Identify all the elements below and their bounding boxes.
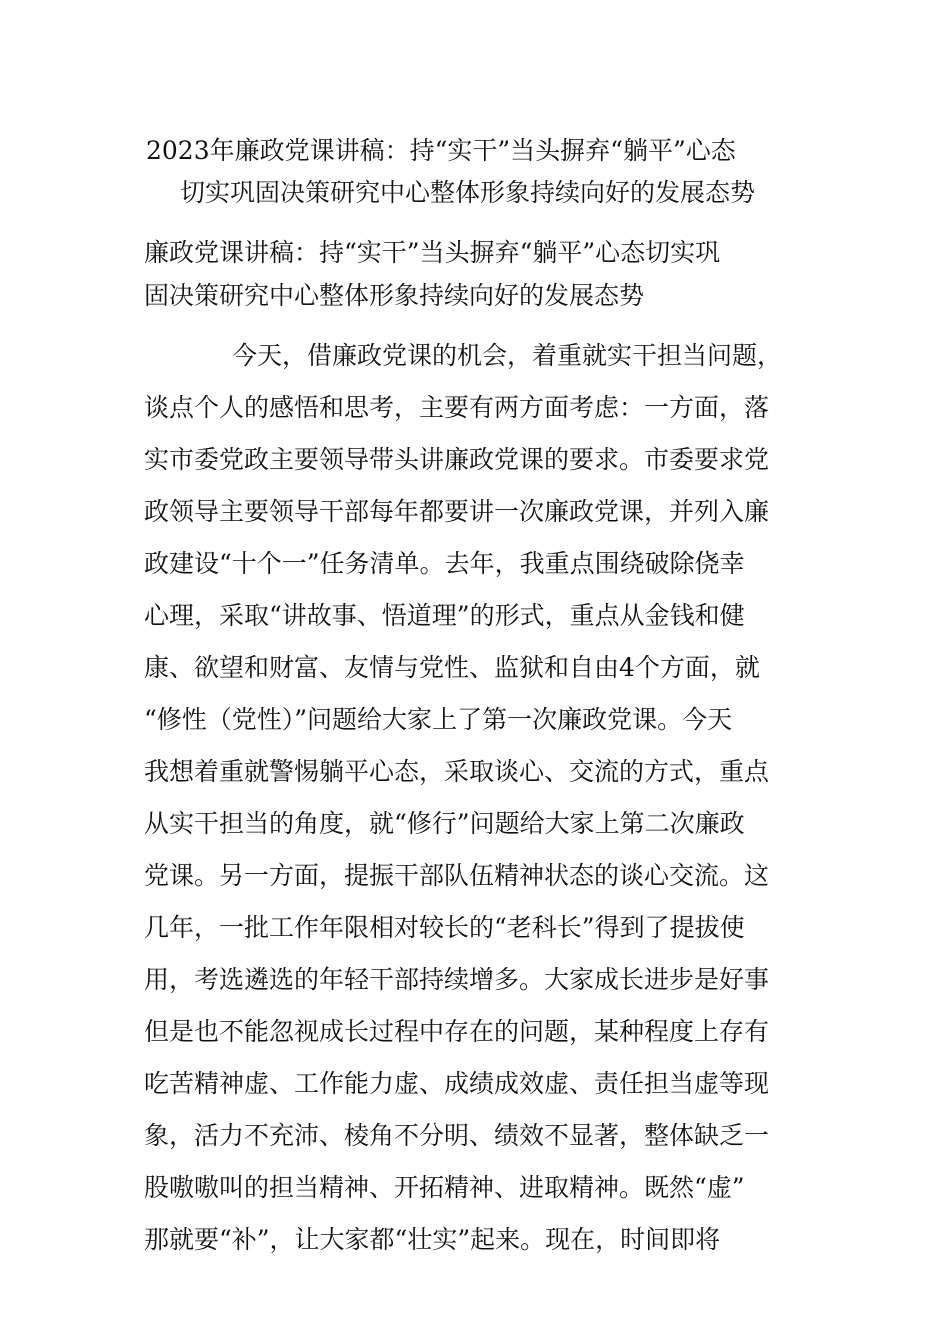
document-title bbox=[100, 130, 850, 214]
body-line: 我想着重就警惕躺平心态，采取谈心、交流的方式，重点 bbox=[144, 757, 770, 786]
body-line: 心理，采取“讲故事、悟道理”的形式，重点从金钱和健 bbox=[144, 601, 745, 630]
body-line: 政领导主要领导干部每年都要讲一次廉政党课，并列入廉 bbox=[144, 497, 770, 526]
body-line: 几年，一批工作年限相对较长的“老科长”得到了提拔使 bbox=[144, 913, 745, 942]
body-line: 谈点个人的感悟和思考，主要有两方面考虑：一方面，落 bbox=[144, 393, 770, 422]
title-line-2: 切实巩固决策研究中心整体形象持续向好的发展态势 bbox=[180, 178, 756, 207]
body-line: 那就要“补”，让大家都“壮实”起来。现在，时间即将 bbox=[144, 1225, 721, 1254]
body-line: 今天，借廉政党课的机会，着重就实干担当问题， bbox=[232, 341, 783, 370]
body-line: “修性（党性）”问题给大家上了第一次廉政党课。今天 bbox=[144, 705, 733, 734]
title-line-1: 2023年廉政党课讲稿：持“实干”当头摒弃“躺平”心态 bbox=[146, 136, 736, 165]
body-line: 吃苦精神虚、工作能力虚、成绩成效虚、责任担当虚等现 bbox=[144, 1069, 770, 1098]
body-line: 实市委党政主要领导带头讲廉政党课的要求。市委要求党 bbox=[144, 445, 770, 474]
body-line: 但是也不能忽视成长过程中存在的问题，某种程度上存有 bbox=[144, 1017, 770, 1046]
body-line: 政建设“十个一”任务清单。去年，我重点围绕破除侥幸 bbox=[144, 549, 745, 578]
body-line: 党课。另一方面，提振干部队伍精神状态的谈心交流。这 bbox=[144, 861, 770, 890]
body-line: 用，考选遴选的年轻干部持续增多。大家成长进步是好事 bbox=[144, 965, 770, 994]
document-subtitle bbox=[144, 231, 814, 317]
body-paragraph bbox=[144, 330, 814, 1266]
body-line: 康、欲望和财富、友情与党性、监狱和自由4个方面，就 bbox=[144, 653, 760, 682]
body-line: 从实干担当的角度，就“修行”问题给大家上第二次廉政 bbox=[144, 809, 745, 838]
subtitle-line-1: 廉政党课讲稿：持“实干”当头摒弃“躺平”心态切实巩 bbox=[144, 238, 721, 267]
body-line: 象，活力不充沛、棱角不分明、绩效不显著，整体缺乏一 bbox=[144, 1121, 770, 1150]
body-line: 股嗷嗷叫的担当精神、开拓精神、进取精神。既然“虚” bbox=[144, 1173, 745, 1202]
subtitle-line-2: 固决策研究中心整体形象持续向好的发展态势 bbox=[144, 281, 645, 310]
